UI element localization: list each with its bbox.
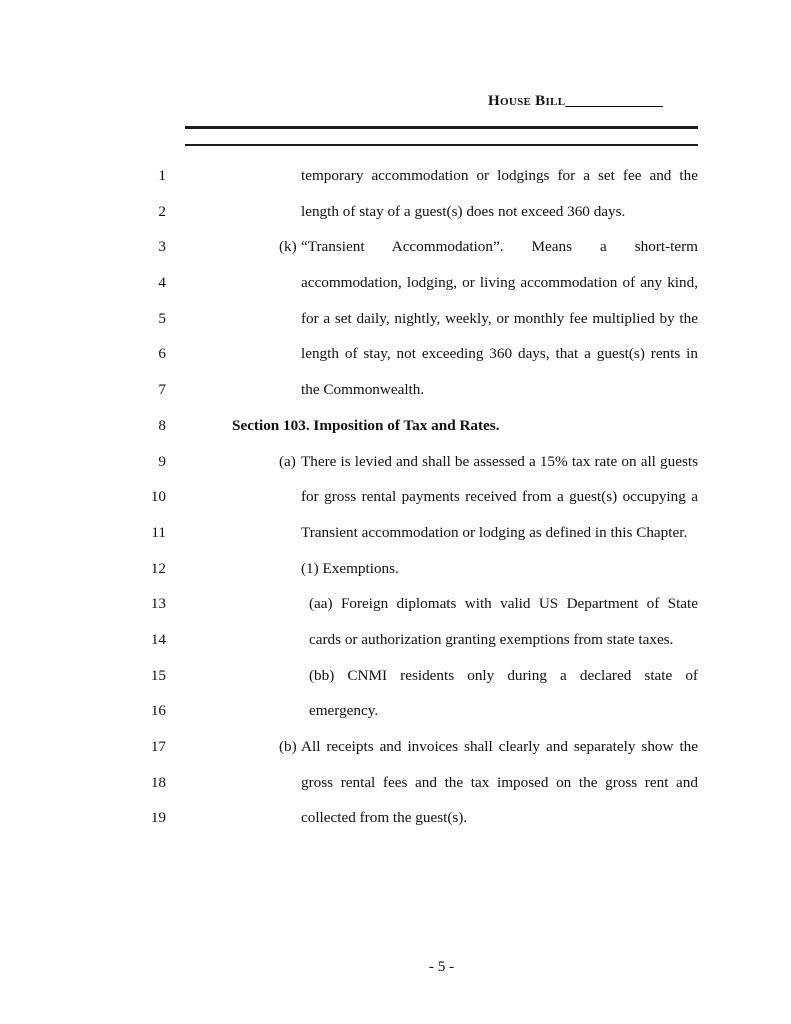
bill-line-19 (0, 809, 791, 845)
bill-number-blank: _____________ (565, 93, 663, 109)
bill-line-15 (0, 667, 791, 703)
line-text: collected from the guest(s). (301, 809, 468, 827)
line-text: (bb) CNMI residents only during a declared state of (309, 666, 698, 684)
line-number: 7 (158, 381, 166, 399)
house-bill-title: House Bill (488, 93, 566, 109)
line-number: 14 (150, 630, 166, 648)
bill-line-3 (0, 238, 791, 274)
line-number: 11 (151, 523, 166, 541)
line-number: 19 (150, 809, 166, 827)
line-text: length of stay, not exceeding 360 days, that a guest(s) rents in (301, 345, 698, 363)
line-text: (aa) Foreign diplomats with valid US Department of State (309, 595, 698, 613)
line-number: 12 (150, 559, 166, 577)
line-number: 17 (150, 738, 166, 755)
line-number: 15 (150, 666, 166, 684)
line-text: length of stay of a guest(s) does not exceed 360 days. (301, 202, 626, 220)
bill-line-14 (0, 631, 791, 667)
line-number: 10 (150, 488, 166, 506)
line-text: for gross rental payments received from a guest(s) occupying a (301, 488, 698, 506)
bill-line-18 (0, 774, 791, 810)
header-rule-thin (185, 144, 698, 146)
bill-line-4 (0, 274, 791, 310)
line-text: Transient accommodation or lodging as defined in this Chapter. (301, 523, 688, 541)
line-text: “Transient Accommodation”. Means a short-term (k) (279, 238, 698, 256)
bill-line-7 (0, 381, 791, 417)
line-number: 2 (158, 202, 166, 220)
line-number: 16 (150, 702, 166, 720)
bill-line-8 (0, 417, 791, 453)
page-number: - 5 - (428, 958, 455, 975)
line-number: 5 (158, 309, 166, 327)
line-text: cards or authorization granting exemptions from state taxes. (309, 630, 674, 648)
bill-line-10 (0, 488, 791, 524)
line-number: 8 (158, 416, 166, 434)
document-header (488, 93, 663, 110)
paragraph-marker: (b) (279, 738, 297, 755)
line-number: 1 (158, 167, 166, 184)
line-text: (1) Exemptions. (301, 559, 399, 577)
bill-line-5 (0, 310, 791, 346)
bill-line-2 (0, 203, 791, 239)
bill-line-6 (0, 345, 791, 381)
line-text: There is levied and shall be assessed a 15% tax rate on all guests (a) (279, 452, 698, 470)
line-text: for a set daily, nightly, weekly, or monthly fee multiplied by the (301, 309, 698, 327)
line-text: Section 103. Imposition of Tax and Rates. (232, 416, 500, 434)
line-text: All receipts and invoices shall clearly and separately show the (b) (279, 738, 698, 755)
line-text: accommodation, lodging, or living accommodation of any kind, (301, 274, 698, 292)
line-number: 18 (150, 773, 166, 791)
line-text: temporary accommodation or lodgings for a set fee and the (301, 167, 698, 184)
line-number: 4 (158, 274, 166, 292)
bill-line-16 (0, 702, 791, 738)
paragraph-marker: (a) (279, 452, 296, 470)
line-text: emergency. (309, 702, 379, 720)
bill-line-12 (0, 560, 791, 596)
line-text: gross rental fees and the tax imposed on the gross rent and (301, 773, 698, 791)
header-rule-thick (185, 126, 698, 129)
line-number: 6 (158, 345, 166, 363)
paragraph-marker: (k) (279, 238, 297, 256)
bill-line-11 (0, 524, 791, 560)
line-text: the Commonwealth. (301, 381, 425, 399)
bill-line-9 (0, 453, 791, 489)
bill-line-13 (0, 595, 791, 631)
line-number: 13 (150, 595, 166, 613)
bill-line-17 (0, 738, 791, 774)
line-number: 3 (158, 238, 166, 256)
bill-line-1 (0, 167, 791, 203)
bill-text-block (0, 167, 791, 845)
line-number: 9 (158, 452, 166, 470)
